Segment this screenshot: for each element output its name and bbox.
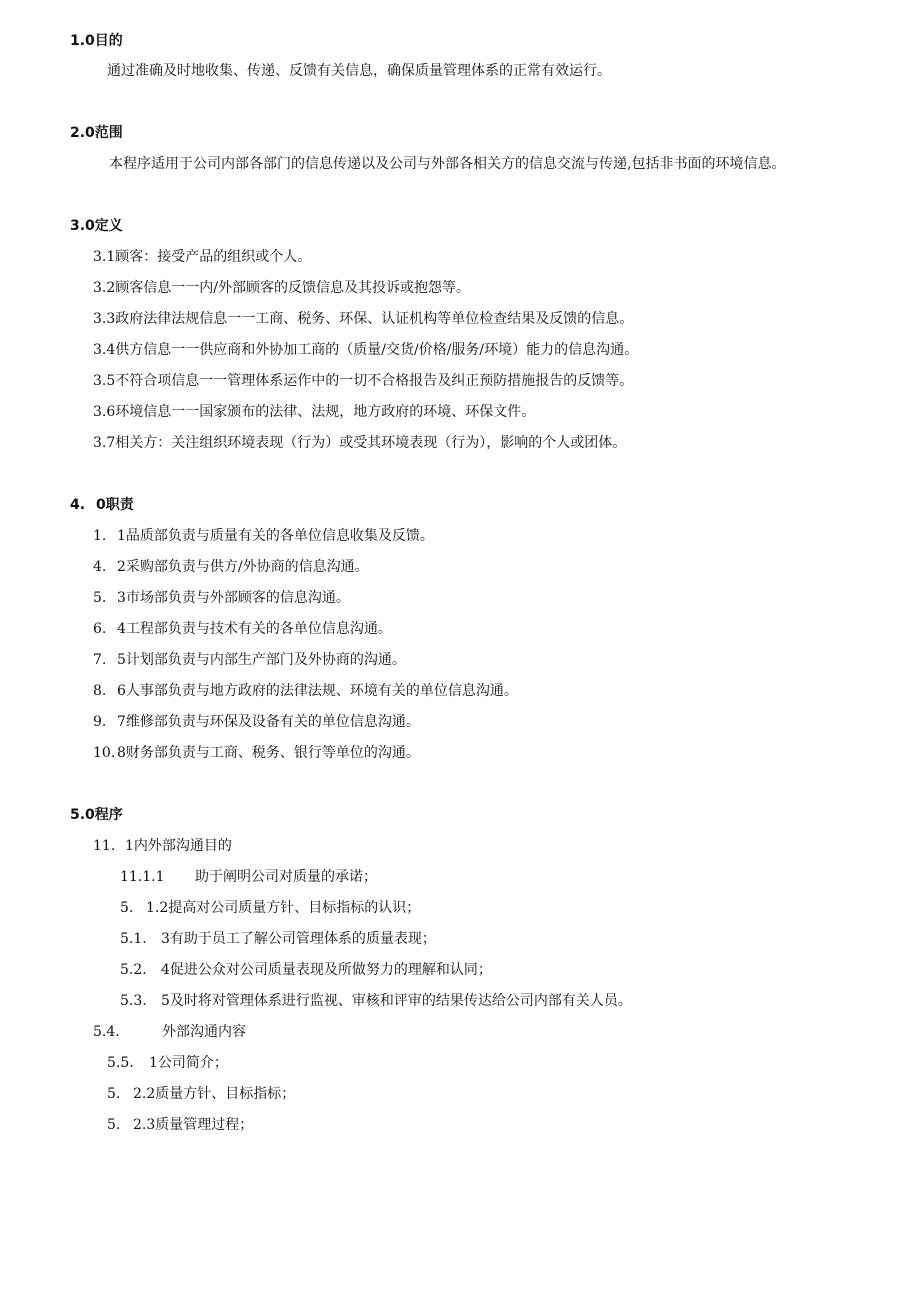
duty-item-text: 6人事部负责与地方政府的法律法规、环境有关的单位信息沟通。 xyxy=(117,683,518,699)
procedure-line xyxy=(107,1085,295,1103)
procedure-line xyxy=(107,1116,253,1134)
section-4-heading xyxy=(70,496,134,514)
procedure-line xyxy=(120,961,492,979)
duty-item xyxy=(93,651,406,669)
definition-item: 3.6环境信息一一国家颁布的法律、法规，地方政府的环境、环保文件。 xyxy=(93,404,536,420)
procedure-line-text: 3有助于员工了解公司管理体系的质量表现； xyxy=(161,931,436,947)
duty-item-number: 6. xyxy=(93,621,107,637)
duty-item xyxy=(93,620,392,638)
duty-item-number: 4. xyxy=(93,559,107,575)
duty-item-text: 3市场部负责与外部顾客的信息沟通。 xyxy=(117,590,350,606)
duty-item xyxy=(93,682,518,700)
definition-item: 3.4供方信息一一供应商和外协加工商的（质量/交货/价格/服务/环境）能力的信息沟通。 xyxy=(93,342,639,358)
duty-item-text: 7维修部负责与环保及设备有关的单位信息沟通。 xyxy=(117,714,420,730)
procedure-line-text: 1公司简介； xyxy=(149,1055,228,1071)
procedure-line-number: 5. xyxy=(107,1086,121,1102)
procedure-line-text: 助于阐明公司对质量的承诺； xyxy=(195,869,377,885)
procedure-line-text: 5及时将对管理体系进行监视、审核和评审的结果传达给公司内部有关人员。 xyxy=(161,993,632,1009)
procedure-line xyxy=(107,1054,228,1072)
definition-item: 3.7相关方：关注组织环境表现（行为）或受其环境表现（行为），影响的个人或团体。 xyxy=(93,435,627,451)
definition-item: 3.1顾客：接受产品的组织或个人。 xyxy=(93,249,312,265)
duty-item xyxy=(93,713,420,731)
section-5-heading: 5.0程序 xyxy=(70,807,123,823)
procedure-line-number: 5.2. xyxy=(120,962,147,978)
definition-item: 3.2顾客信息一一内/外部顾客的反馈信息及其投诉或抱怨等。 xyxy=(93,280,470,296)
procedure-line-number: 11.1.1 xyxy=(120,869,165,885)
definition-item: 3.5不符合项信息一一管理体系运作中的一切不合格报告及纠正预防措施报告的反馈等。 xyxy=(93,373,634,389)
section-4-heading-text: 0职责 xyxy=(96,497,134,513)
duty-item xyxy=(93,527,434,545)
procedure-line-text: 4促进公众对公司质量表现及所做努力的理解和认同； xyxy=(161,962,492,978)
procedure-line-number: 5.5. xyxy=(107,1055,134,1071)
duty-item-number: 7. xyxy=(93,652,107,668)
procedure-line-number: 5. xyxy=(120,900,134,916)
definition-item: 3.3政府法律法规信息一一工商、税务、环保、认证机构等单位检查结果及反馈的信息。 xyxy=(93,311,634,327)
procedure-line-text: 2.3质量管理过程； xyxy=(133,1117,254,1133)
procedure-line-number: 11. xyxy=(93,838,116,854)
duty-item-number: 10. xyxy=(93,745,116,761)
duty-item-text: 1品质部负责与质量有关的各单位信息收集及反馈。 xyxy=(117,528,434,544)
procedure-line xyxy=(120,992,632,1010)
section-3-heading: 3.0定义 xyxy=(70,218,123,234)
duty-item xyxy=(93,558,369,576)
procedure-line-number: 5.1. xyxy=(120,931,147,947)
duty-item-text: 8财务部负责与工商、税务、银行等单位的沟通。 xyxy=(117,745,420,761)
procedure-line-text: 外部沟通内容 xyxy=(162,1024,246,1040)
section-2-body: 本程序适用于公司内部各部门的信息传递以及公司与外部各相关方的信息交流与传递,包括非书面的环境信息。 xyxy=(109,156,786,172)
procedure-line-number: 5. xyxy=(107,1117,121,1133)
duty-item-number: 1. xyxy=(93,528,107,544)
section-1-body: 通过准确及时地收集、传递、反馈有关信息，确保质量管理体系的正常有效运行。 xyxy=(107,63,611,79)
duty-item-number: 9. xyxy=(93,714,107,730)
procedure-line xyxy=(93,837,232,855)
procedure-line-number: 5.4. xyxy=(93,1024,120,1040)
section-2-heading: 2.0范围 xyxy=(70,125,123,141)
section-4-heading-number: 4. xyxy=(70,497,86,513)
duty-item-text: 5计划部负责与内部生产部门及外协商的沟通。 xyxy=(117,652,406,668)
duty-item xyxy=(93,744,420,762)
procedure-line xyxy=(120,930,436,948)
procedure-line-text: 1内外部沟通目的 xyxy=(125,838,232,854)
procedure-line xyxy=(120,868,377,886)
procedure-line-text: 2.2质量方针、目标指标； xyxy=(133,1086,296,1102)
procedure-line xyxy=(120,899,420,917)
duty-item-number: 8. xyxy=(93,683,107,699)
section-1-heading: 1.0目的 xyxy=(70,33,123,49)
duty-item xyxy=(93,589,350,607)
duty-item-text: 4工程部负责与技术有关的各单位信息沟通。 xyxy=(117,621,392,637)
procedure-line xyxy=(93,1023,246,1041)
procedure-line-number: 5.3. xyxy=(120,993,147,1009)
duty-item-text: 2采购部负责与供方/外协商的信息沟通。 xyxy=(117,559,369,575)
procedure-line-text: 1.2提高对公司质量方针、目标指标的认识； xyxy=(146,900,421,916)
duty-item-number: 5. xyxy=(93,590,107,606)
